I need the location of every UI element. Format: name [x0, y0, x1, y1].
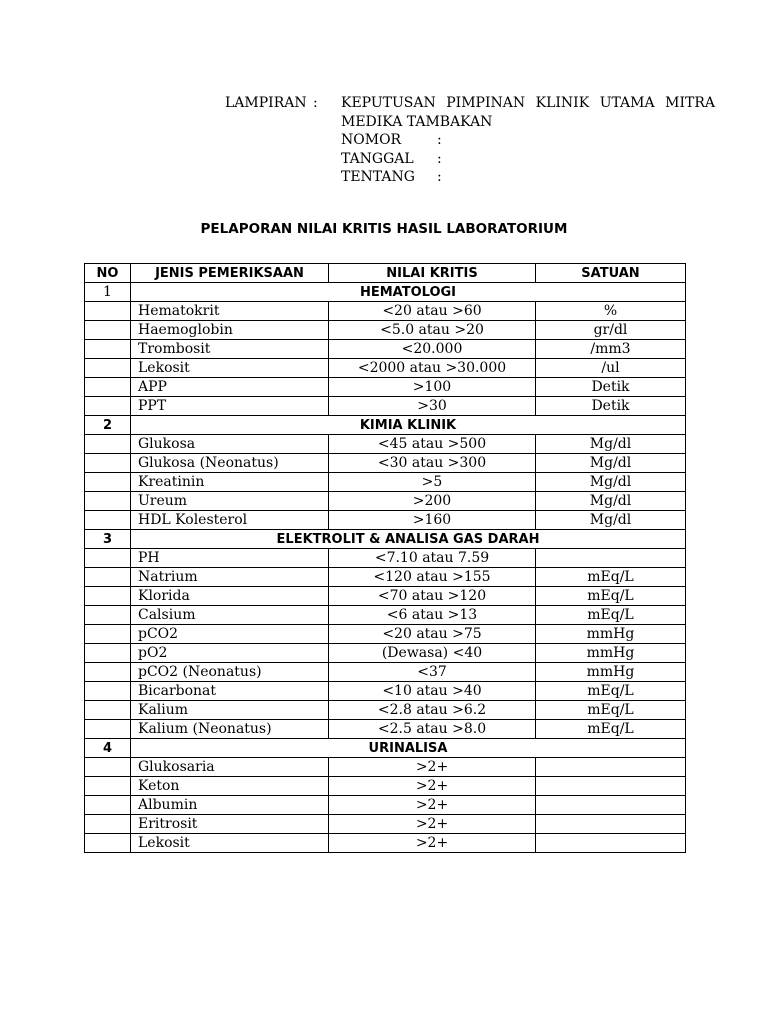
table-row: [85, 435, 686, 454]
test-name-cell: Bicarbonat: [131, 682, 329, 701]
row-number-cell: [85, 302, 131, 321]
unit-cell: /ul: [536, 359, 686, 378]
table-row: [85, 777, 686, 796]
unit-cell: Detik: [536, 397, 686, 416]
test-name-cell: PPT: [131, 397, 329, 416]
critical-value-cell: >160: [329, 511, 536, 530]
unit-cell: [536, 549, 686, 568]
unit-cell: mmHg: [536, 663, 686, 682]
table-row: [85, 454, 686, 473]
test-name-cell: Eritrosit: [131, 815, 329, 834]
test-name-cell: Keton: [131, 777, 329, 796]
critical-value-cell: <20 atau >60: [329, 302, 536, 321]
unit-cell: Mg/dl: [536, 454, 686, 473]
test-name-cell: pCO2 (Neonatus): [131, 663, 329, 682]
test-name-cell: pCO2: [131, 625, 329, 644]
row-number-cell: [85, 606, 131, 625]
table-row: [85, 321, 686, 340]
decree-word: KEPUTUSAN: [341, 95, 436, 111]
table-row: [85, 549, 686, 568]
test-name-cell: APP: [131, 378, 329, 397]
test-name-cell: Haemoglobin: [131, 321, 329, 340]
test-name-cell: Kalium: [131, 701, 329, 720]
unit-cell: Detik: [536, 378, 686, 397]
row-number-cell: [85, 340, 131, 359]
test-name-cell: PH: [131, 549, 329, 568]
section-number: 4: [85, 739, 131, 758]
decree-block: [341, 94, 715, 187]
table-row: [85, 511, 686, 530]
section-title: ELEKTROLIT & ANALISA GAS DARAH: [131, 530, 686, 549]
critical-value-cell: <2.5 atau >8.0: [329, 720, 536, 739]
unit-cell: mEq/L: [536, 701, 686, 720]
test-name-cell: Lekosit: [131, 359, 329, 378]
row-number-cell: [85, 701, 131, 720]
critical-value-cell: <45 atau >500: [329, 435, 536, 454]
table-row: [85, 359, 686, 378]
table-row: [85, 796, 686, 815]
row-number-cell: [85, 682, 131, 701]
table-body: [85, 283, 686, 853]
unit-cell: mEq/L: [536, 682, 686, 701]
critical-value-cell: >2+: [329, 815, 536, 834]
row-number-cell: [85, 796, 131, 815]
section-row: [85, 283, 686, 302]
decree-word: MITRA: [665, 95, 715, 111]
row-number-cell: [85, 397, 131, 416]
critical-values-table: [84, 263, 686, 853]
decree-word: KLINIK: [535, 95, 590, 111]
test-name-cell: Kreatinin: [131, 473, 329, 492]
row-number-cell: [85, 454, 131, 473]
test-name-cell: Trombosit: [131, 340, 329, 359]
table-header-row: [85, 264, 686, 283]
decree-line-1: [341, 94, 715, 113]
field-label: TANGGAL: [341, 150, 414, 167]
test-name-cell: Hematokrit: [131, 302, 329, 321]
row-number-cell: [85, 549, 131, 568]
unit-cell: Mg/dl: [536, 473, 686, 492]
row-number-cell: [85, 758, 131, 777]
document-title: PELAPORAN NILAI KRITIS HASIL LABORATORIUM: [200, 221, 568, 237]
lampiran-colon: :: [313, 95, 318, 111]
table-row: [85, 340, 686, 359]
test-name-cell: Kalium (Neonatus): [131, 720, 329, 739]
section-title: URINALISA: [131, 739, 686, 758]
unit-cell: Mg/dl: [536, 435, 686, 454]
row-number-cell: [85, 321, 131, 340]
critical-value-cell: <30 atau >300: [329, 454, 536, 473]
unit-cell: [536, 796, 686, 815]
unit-cell: [536, 777, 686, 796]
test-name-cell: Glukosa (Neonatus): [131, 454, 329, 473]
row-number-cell: [85, 777, 131, 796]
unit-cell: Mg/dl: [536, 511, 686, 530]
critical-value-cell: (Dewasa) <40: [329, 644, 536, 663]
unit-cell: [536, 815, 686, 834]
table-row: [85, 492, 686, 511]
table-row: [85, 302, 686, 321]
test-name-cell: Natrium: [131, 568, 329, 587]
section-title: HEMATOLOGI: [131, 283, 686, 302]
row-number-cell: [85, 644, 131, 663]
unit-cell: [536, 834, 686, 853]
critical-value-cell: <2.8 atau >6.2: [329, 701, 536, 720]
table-row: [85, 644, 686, 663]
section-row: [85, 530, 686, 549]
unit-cell: mEq/L: [536, 587, 686, 606]
unit-cell: gr/dl: [536, 321, 686, 340]
column-header-unit: SATUAN: [536, 264, 686, 283]
row-number-cell: [85, 587, 131, 606]
table-row: [85, 378, 686, 397]
row-number-cell: [85, 720, 131, 739]
table-row: [85, 682, 686, 701]
critical-value-cell: >100: [329, 378, 536, 397]
unit-cell: [536, 758, 686, 777]
field-colon: :: [437, 132, 442, 148]
table-row: [85, 701, 686, 720]
row-number-cell: [85, 568, 131, 587]
test-name-cell: Ureum: [131, 492, 329, 511]
critical-value-cell: <120 atau >155: [329, 568, 536, 587]
lampiran-label: LAMPIRAN: [225, 95, 307, 111]
test-name-cell: Klorida: [131, 587, 329, 606]
table-row: [85, 720, 686, 739]
unit-cell: mEq/L: [536, 568, 686, 587]
critical-value-cell: >2+: [329, 777, 536, 796]
row-number-cell: [85, 378, 131, 397]
table-row: [85, 625, 686, 644]
table-row: [85, 606, 686, 625]
unit-cell: mmHg: [536, 644, 686, 663]
test-name-cell: Albumin: [131, 796, 329, 815]
unit-cell: mEq/L: [536, 720, 686, 739]
field-label: NOMOR: [341, 132, 402, 148]
column-header-test: JENIS PEMERIKSAAN: [131, 264, 329, 283]
decree-line-2: MEDIKA TAMBAKAN: [341, 113, 493, 130]
critical-value-cell: <5.0 atau >20: [329, 321, 536, 340]
test-name-cell: Glukosa: [131, 435, 329, 454]
critical-value-cell: <7.10 atau 7.59: [329, 549, 536, 568]
document-header: [225, 94, 715, 187]
section-number: 3: [85, 530, 131, 549]
table-row: [85, 568, 686, 587]
table-row: [85, 815, 686, 834]
critical-value-cell: >2+: [329, 758, 536, 777]
column-header-no: NO: [85, 264, 131, 283]
critical-value-cell: <37: [329, 663, 536, 682]
test-name-cell: HDL Kolesterol: [131, 511, 329, 530]
table-row: [85, 663, 686, 682]
field-nomor: [341, 131, 715, 150]
row-number-cell: [85, 492, 131, 511]
critical-value-cell: <10 atau >40: [329, 682, 536, 701]
critical-value-cell: <2000 atau >30.000: [329, 359, 536, 378]
table-row: [85, 587, 686, 606]
field-tentang: [341, 168, 715, 187]
section-title: KIMIA KLINIK: [131, 416, 686, 435]
table-row: [85, 758, 686, 777]
field-label: TENTANG: [341, 169, 415, 185]
row-number-cell: [85, 473, 131, 492]
critical-value-cell: >200: [329, 492, 536, 511]
unit-cell: /mm3: [536, 340, 686, 359]
critical-value-cell: <20.000: [329, 340, 536, 359]
row-number-cell: [85, 511, 131, 530]
table-row: [85, 473, 686, 492]
section-number: 1: [85, 283, 131, 302]
column-header-critical-value: NILAI KRITIS: [329, 264, 536, 283]
test-name-cell: Glukosaria: [131, 758, 329, 777]
field-tanggal: [341, 150, 715, 169]
row-number-cell: [85, 834, 131, 853]
critical-value-cell: <6 atau >13: [329, 606, 536, 625]
critical-value-cell: <20 atau >75: [329, 625, 536, 644]
row-number-cell: [85, 663, 131, 682]
row-number-cell: [85, 625, 131, 644]
critical-value-cell: >5: [329, 473, 536, 492]
decree-word: PIMPINAN: [446, 95, 526, 111]
unit-cell: mmHg: [536, 625, 686, 644]
row-number-cell: [85, 359, 131, 378]
unit-cell: %: [536, 302, 686, 321]
test-name-cell: pO2: [131, 644, 329, 663]
unit-cell: mEq/L: [536, 606, 686, 625]
critical-value-cell: >2+: [329, 834, 536, 853]
section-row: [85, 739, 686, 758]
critical-value-cell: <70 atau >120: [329, 587, 536, 606]
field-colon: :: [437, 150, 442, 167]
row-number-cell: [85, 435, 131, 454]
field-colon: :: [437, 169, 442, 185]
decree-word: UTAMA: [599, 95, 655, 111]
test-name-cell: Calsium: [131, 606, 329, 625]
table-row: [85, 397, 686, 416]
section-row: [85, 416, 686, 435]
row-number-cell: [85, 815, 131, 834]
critical-value-cell: >2+: [329, 796, 536, 815]
test-name-cell: Lekosit: [131, 834, 329, 853]
unit-cell: Mg/dl: [536, 492, 686, 511]
table-row: [85, 834, 686, 853]
critical-value-cell: >30: [329, 397, 536, 416]
section-number: 2: [85, 416, 131, 435]
